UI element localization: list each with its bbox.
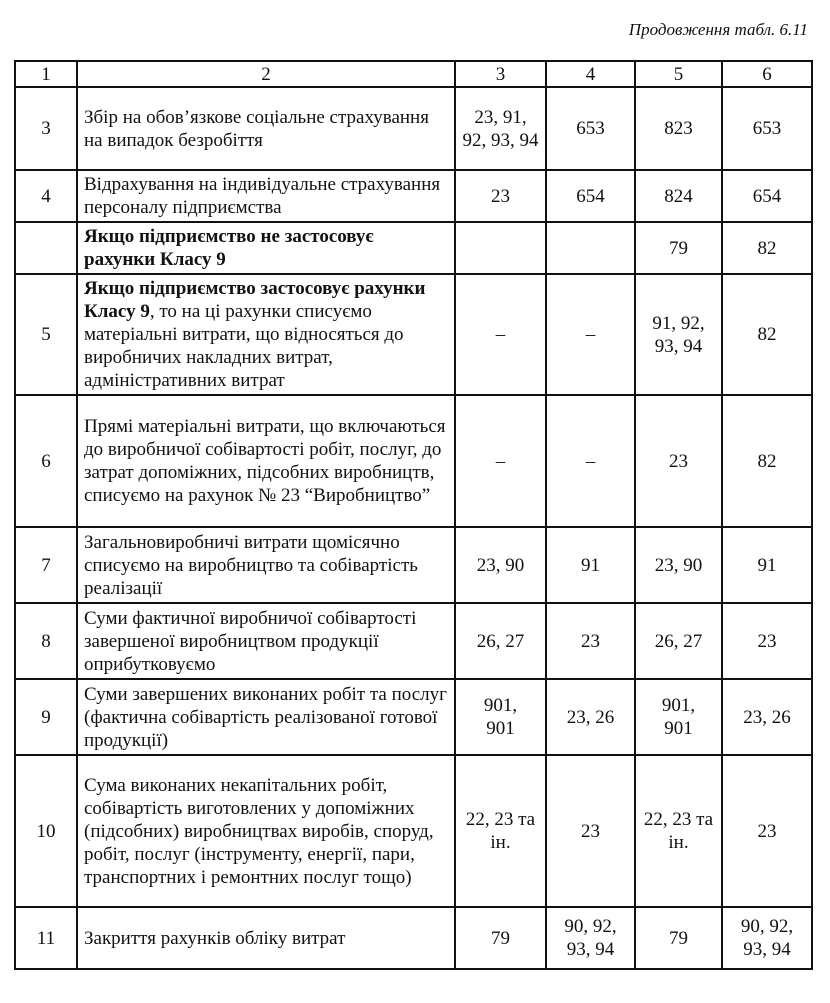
table-row	[15, 170, 812, 222]
account-cell-col3	[455, 170, 546, 222]
description-bold-text: Якщо підприємство застосовує рахунки Класу 9	[84, 278, 426, 322]
account-cell-col5	[635, 395, 722, 527]
account-value: 91	[757, 554, 777, 576]
account-cell-col6	[722, 170, 812, 222]
table-body	[15, 87, 812, 969]
row-number-cell	[15, 222, 77, 274]
header-cell: 6	[722, 61, 812, 87]
account-value: 26, 27	[654, 630, 703, 652]
description-cell	[77, 222, 455, 274]
account-value: 79	[669, 237, 688, 259]
account-value: 90, 92, 93, 94	[740, 916, 794, 960]
account-cell-col3	[455, 603, 546, 679]
account-value: 23	[491, 185, 510, 207]
account-cell-col6	[722, 755, 812, 907]
row-number-cell: 7	[15, 527, 77, 603]
account-value: 23	[757, 630, 777, 652]
table-row	[15, 395, 812, 527]
account-cell-col3	[455, 222, 546, 274]
account-value: 91, 92, 93, 94	[652, 312, 705, 357]
description-cell	[77, 395, 455, 527]
account-cell-col5	[635, 170, 722, 222]
account-cell-col3	[455, 755, 546, 907]
account-cell-col6	[722, 907, 812, 969]
table-row	[15, 755, 812, 907]
row-number-cell: 11	[15, 907, 77, 969]
account-cell-col4	[546, 755, 635, 907]
description-cell	[77, 87, 455, 170]
description-text: , то на ці рахунки списуємо матеріальні витрати, що відносяться до виробничих накладних витрат, адміністративних витрат	[84, 301, 404, 391]
account-value: 22, 23 та ін.	[465, 809, 536, 853]
account-value: 23, 90	[476, 554, 525, 576]
account-value: 22, 23 та ін.	[643, 809, 714, 853]
account-value: 90, 92, 93, 94	[564, 916, 617, 960]
row-number-cell: 3	[15, 87, 77, 170]
account-cell-col3	[455, 907, 546, 969]
account-value: 653	[576, 118, 605, 139]
description-cell	[77, 527, 455, 603]
header-cell: 4	[546, 61, 635, 87]
account-value: 82	[757, 237, 777, 259]
header-cell: 1	[15, 61, 77, 87]
account-value: 79	[491, 927, 510, 949]
account-value: 823	[664, 118, 693, 139]
account-value: 79	[669, 927, 688, 949]
account-value: 26, 27	[476, 630, 525, 652]
description-text: Закриття рахунків обліку витрат	[84, 927, 346, 949]
row-number-cell: 6	[15, 395, 77, 527]
account-cell-col5	[635, 755, 722, 907]
row-number-cell: 9	[15, 679, 77, 755]
table-row	[15, 222, 812, 274]
row-number-cell: 4	[15, 170, 77, 222]
account-value: 653	[752, 118, 782, 139]
header-cell: 2	[77, 61, 455, 87]
description-text: Загальновиробничі витрати щомісячно списуємо на виробництво та собівартість реалізації	[84, 531, 418, 599]
account-value: 654	[576, 185, 605, 207]
account-cell-col4	[546, 527, 635, 603]
table-row	[15, 87, 812, 170]
account-value: –	[585, 450, 596, 472]
account-value: –	[585, 324, 596, 345]
table-row	[15, 907, 812, 969]
row-number-cell: 10	[15, 755, 77, 907]
description-cell	[77, 755, 455, 907]
account-value: 824	[664, 185, 693, 207]
description-cell	[77, 679, 455, 755]
description-text: Відрахування на індивідуальне страхування персоналу підприємства	[84, 174, 441, 218]
account-cell-col5	[635, 527, 722, 603]
table-row	[15, 603, 812, 679]
header-cell: 5	[635, 61, 722, 87]
account-value: 23, 26	[566, 706, 615, 728]
description-bold-text: Якщо підприємство не застосовує рахунки Класу 9	[84, 226, 374, 270]
account-cell-col4	[546, 274, 635, 395]
account-value: 23, 90	[654, 554, 703, 576]
account-cell-col5	[635, 274, 722, 395]
account-value: 23	[581, 820, 600, 842]
account-cell-col6	[722, 603, 812, 679]
description-text: Прямі матеріальні витрати, що включаються до виробничої собівартості робіт, послуг, до затрат допоміжних, підсобних виробництв, списуємо на рахунок № 23 “Виробництво”	[84, 416, 446, 506]
description-cell	[77, 907, 455, 969]
account-cell-col3	[455, 274, 546, 395]
table-caption: Продовження табл. 6.11	[628, 20, 808, 39]
account-cell-col6	[722, 527, 812, 603]
account-cell-col3	[455, 527, 546, 603]
account-cell-col4	[546, 170, 635, 222]
account-value: –	[495, 450, 506, 472]
account-value: 82	[757, 450, 777, 472]
account-value: 23	[669, 450, 688, 472]
account-cell-col3	[455, 87, 546, 170]
description-text: Сума виконаних некапітальних робіт, собівартість виготовлених у допоміжних (підсобних) виробництвах виробів, споруд, робіт, послуг (інструменту, енергії, пари, транспортних і ремонтних послуг тощо)	[84, 774, 434, 888]
account-cell-col4	[546, 603, 635, 679]
table-row	[15, 274, 812, 395]
description-cell	[77, 603, 455, 679]
account-cell-col4	[546, 87, 635, 170]
table-row	[15, 679, 812, 755]
account-value: –	[495, 324, 506, 345]
account-cell-col5	[635, 87, 722, 170]
account-cell-col4	[546, 679, 635, 755]
account-value: 654	[752, 185, 782, 207]
account-value: 82	[757, 324, 777, 345]
account-value: 23	[581, 630, 600, 652]
account-value: 901, 901	[483, 695, 518, 739]
account-cell-col5	[635, 222, 722, 274]
description-cell	[77, 170, 455, 222]
description-cell	[77, 274, 455, 395]
table-row	[15, 527, 812, 603]
account-value: 901, 901	[661, 695, 696, 739]
account-cell-col5	[635, 679, 722, 755]
account-cell-col6	[722, 679, 812, 755]
description-text: Суми фактичної виробничої собівартості завершеної виробництвом продукції оприбутковуємо	[84, 607, 417, 675]
description-text: Збір на обов’язкове соціальне страхування на випадок безробіття	[84, 106, 429, 151]
account-cell-col4	[546, 395, 635, 527]
row-number-cell: 5	[15, 274, 77, 395]
account-cell-col3	[455, 679, 546, 755]
row-number-cell: 8	[15, 603, 77, 679]
description-text: Суми завершених виконаних робіт та послуг (фактична собівартість реалізованої готової продукції)	[84, 683, 447, 751]
account-cell-col5	[635, 603, 722, 679]
account-cell-col4	[546, 222, 635, 274]
account-cell-col5	[635, 907, 722, 969]
account-value: 23, 26	[743, 706, 791, 728]
account-cell-col4	[546, 907, 635, 969]
header-row	[15, 61, 812, 87]
account-cell-col6	[722, 87, 812, 170]
account-cell-col6	[722, 274, 812, 395]
account-value: 91	[581, 554, 600, 576]
header-cell: 3	[455, 61, 546, 87]
account-cell-col6	[722, 395, 812, 527]
account-value: 23, 91, 92, 93, 94	[462, 106, 539, 151]
account-value: 23	[757, 820, 777, 842]
account-cell-col3	[455, 395, 546, 527]
account-cell-col6	[722, 222, 812, 274]
accounting-table	[14, 60, 813, 970]
